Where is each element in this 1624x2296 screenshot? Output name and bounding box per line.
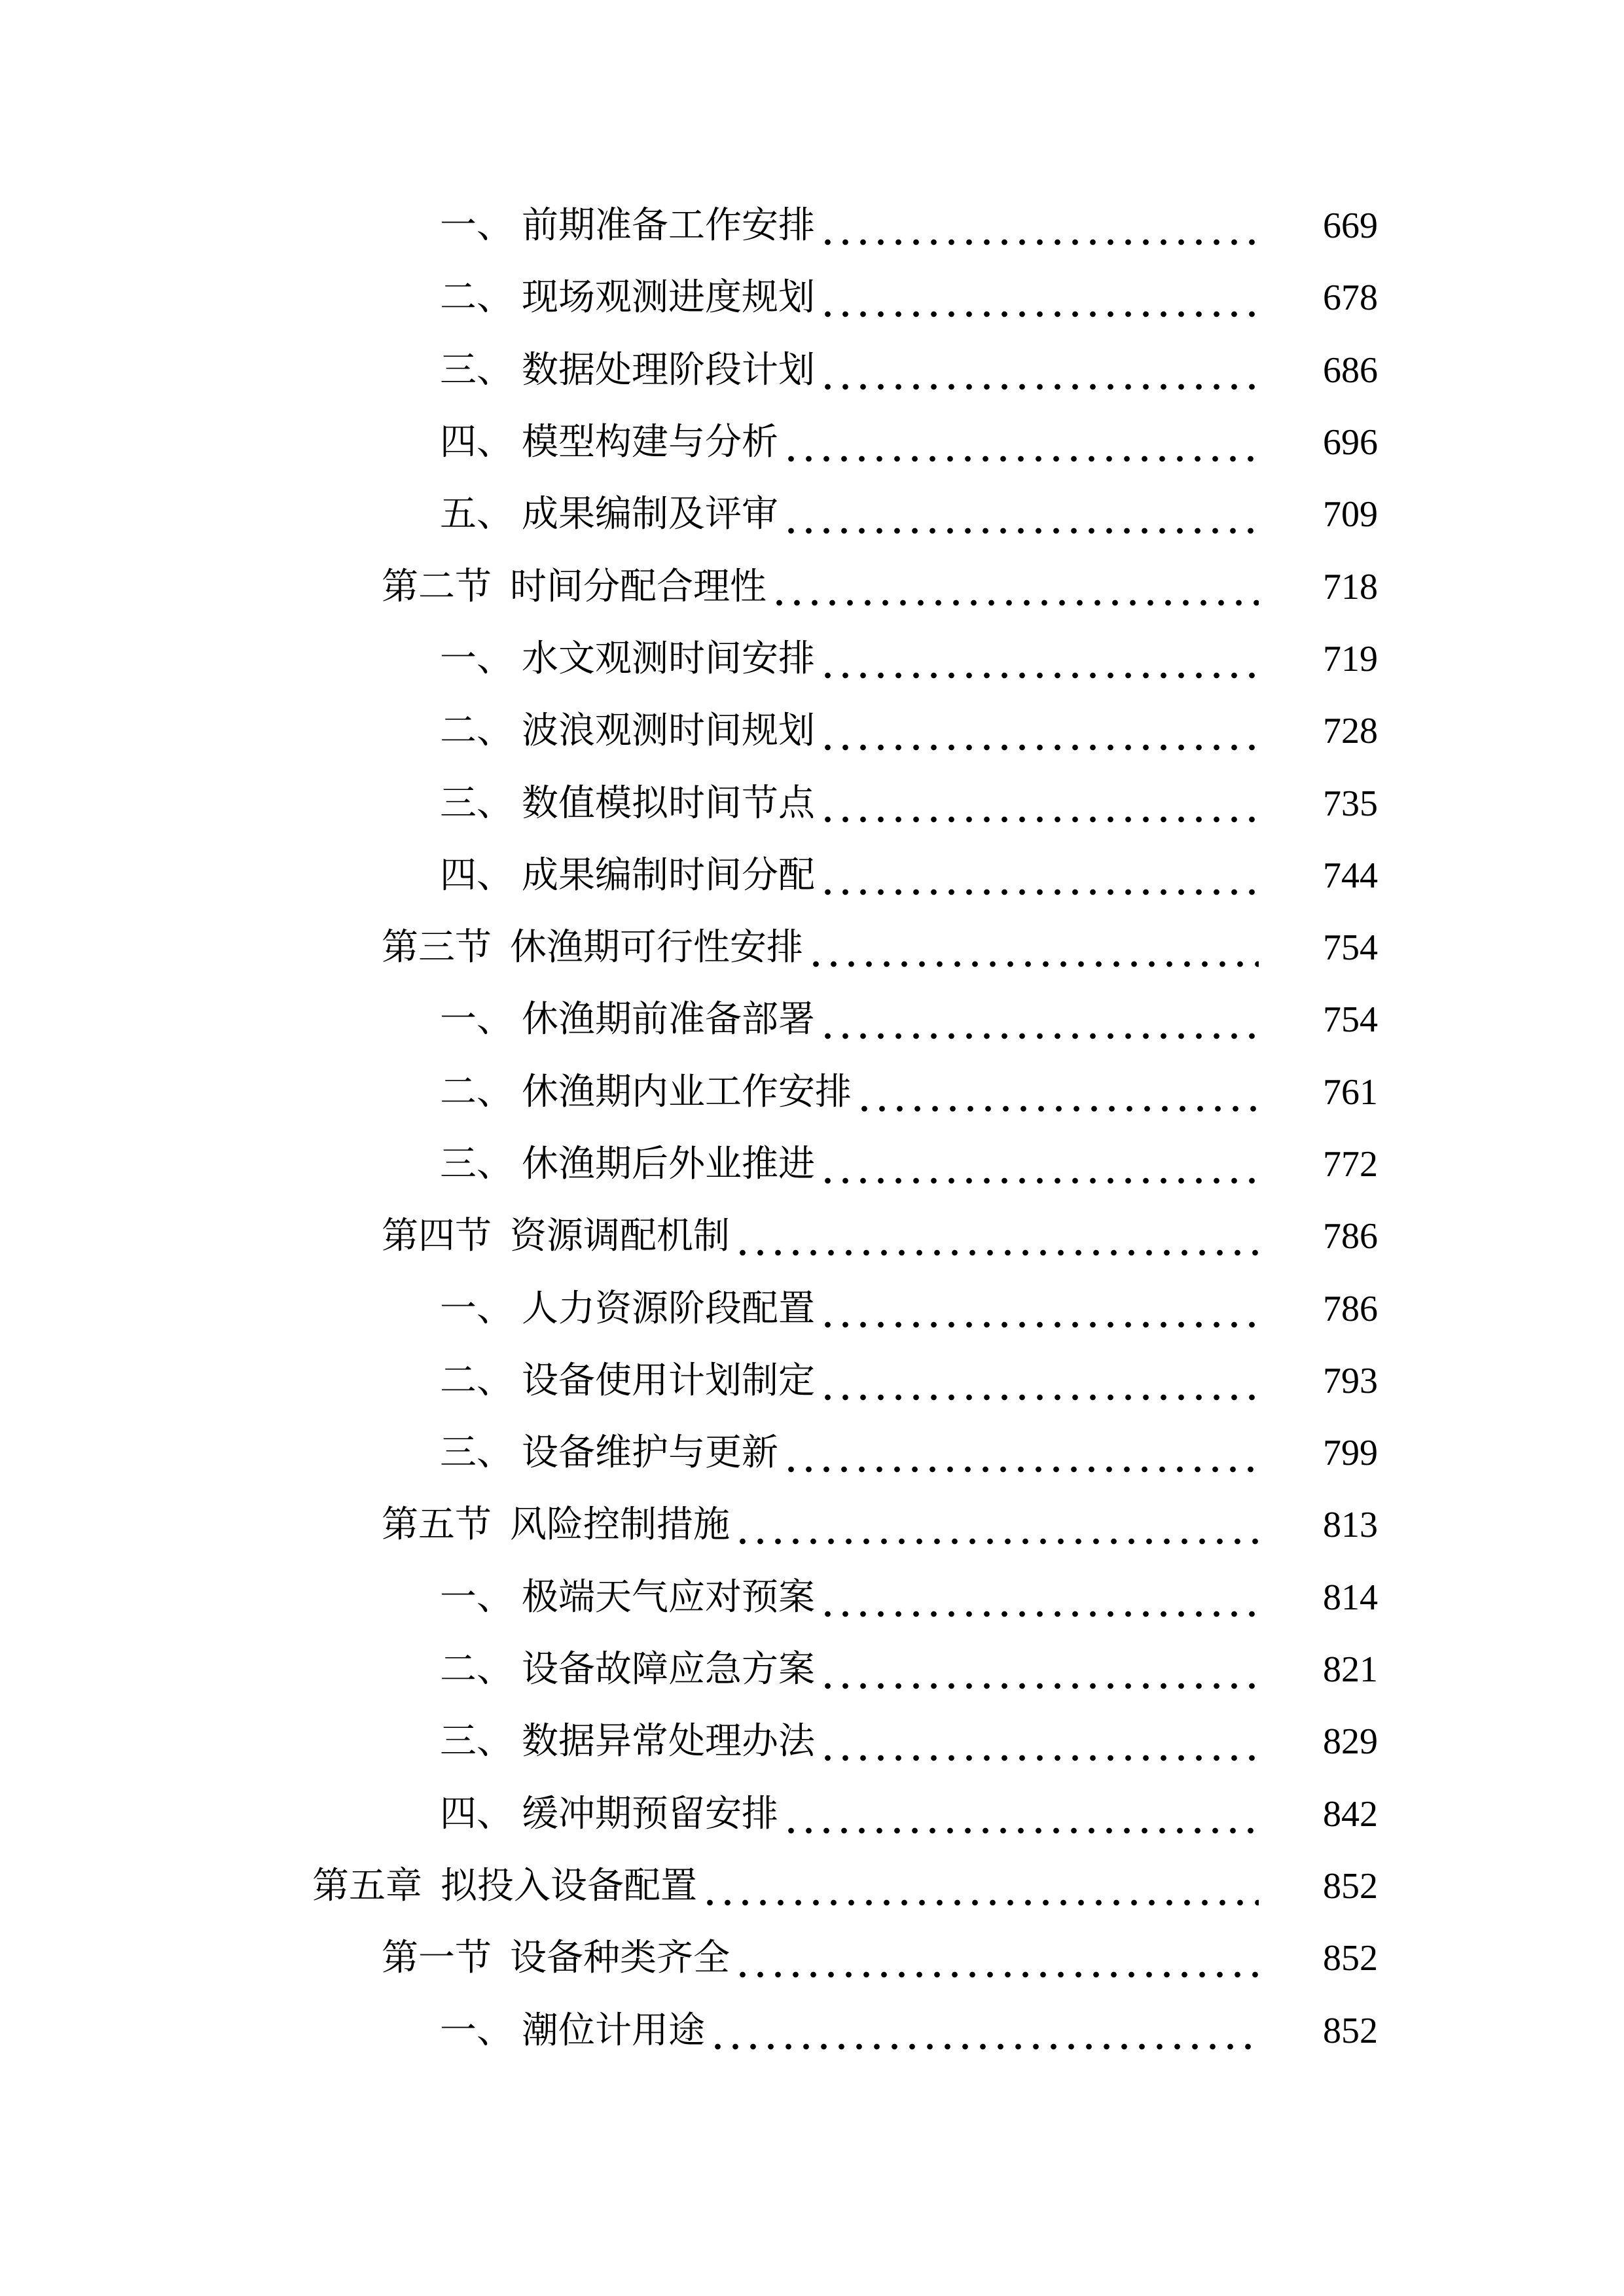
toc-entry[interactable] — [0, 550, 1624, 622]
toc-entry-title: 极端天气应对预案 — [522, 1577, 815, 1618]
toc-entry-page: 719 — [1323, 638, 1378, 679]
dot-leader — [818, 840, 1259, 912]
toc-entry-title: 潮位计用途 — [522, 2010, 705, 2051]
toc-entry[interactable] — [0, 1272, 1624, 1344]
toc-entry-title: 设备种类齐全 — [510, 1938, 730, 1979]
toc-entry-page: 718 — [1323, 566, 1378, 607]
toc-entry-page: 669 — [1323, 206, 1378, 247]
toc-entry-number: 四、 — [440, 855, 513, 896]
toc-entry-page: 744 — [1323, 855, 1378, 896]
dot-leader — [781, 1778, 1259, 1850]
toc-entry-page: 786 — [1323, 1216, 1378, 1257]
toc-list — [0, 190, 1624, 2067]
toc-entry-page: 728 — [1323, 711, 1378, 752]
toc-entry[interactable] — [0, 912, 1624, 984]
toc-entry-number: 四、 — [440, 422, 513, 463]
toc-entry-title: 缓冲期预留安排 — [522, 1793, 778, 1835]
toc-entry[interactable] — [0, 1850, 1624, 1922]
toc-entry[interactable] — [0, 1056, 1624, 1128]
toc-entry-number: 一、 — [440, 999, 513, 1041]
toc-entry-page: 852 — [1323, 2010, 1378, 2051]
toc-entry-number: 二、 — [440, 1649, 513, 1691]
toc-entry-page: 799 — [1323, 1433, 1378, 1474]
toc-entry[interactable] — [0, 1706, 1624, 1778]
toc-entry-number: 四、 — [440, 1793, 513, 1835]
toc-entry-page: 793 — [1323, 1360, 1378, 1401]
dot-leader — [781, 406, 1259, 478]
toc-entry[interactable] — [0, 840, 1624, 912]
toc-entry-title: 成果编制及评审 — [522, 494, 778, 535]
toc-entry-title: 波浪观测时间规划 — [522, 711, 815, 752]
toc-entry[interactable] — [0, 1489, 1624, 1561]
toc-entry-title: 休渔期可行性安排 — [510, 927, 803, 969]
toc-entry-title: 时间分配合理性 — [510, 566, 767, 607]
toc-entry-page: 772 — [1323, 1144, 1378, 1185]
toc-entry[interactable] — [0, 1562, 1624, 1634]
dot-leader — [781, 1417, 1259, 1489]
toc-entry[interactable] — [0, 478, 1624, 550]
toc-entry-title: 设备使用计划制定 — [522, 1360, 815, 1401]
toc-entry-title: 人力资源阶段配置 — [522, 1288, 815, 1329]
toc-entry[interactable] — [0, 1994, 1624, 2066]
toc-entry-number: 第五章 — [312, 1865, 422, 1907]
toc-entry-title: 水文观测时间安排 — [522, 638, 815, 679]
toc-entry[interactable] — [0, 1417, 1624, 1489]
toc-entry-page: 852 — [1323, 1938, 1378, 1979]
toc-entry[interactable] — [0, 1922, 1624, 1994]
toc-entry-page: 754 — [1323, 927, 1378, 969]
toc-entry-title: 拟投入设备配置 — [441, 1865, 697, 1907]
toc-entry[interactable] — [0, 623, 1624, 695]
dot-leader — [818, 1706, 1259, 1778]
dot-leader — [700, 1850, 1259, 1922]
dot-leader — [818, 1634, 1259, 1706]
toc-entry-number: 一、 — [440, 1288, 513, 1329]
toc-entry[interactable] — [0, 334, 1624, 406]
toc-entry-number: 一、 — [440, 206, 513, 247]
dot-leader — [818, 767, 1259, 839]
dot-leader — [708, 1994, 1259, 2066]
toc-entry-page: 821 — [1323, 1649, 1378, 1691]
toc-entry-page: 813 — [1323, 1505, 1378, 1546]
toc-entry[interactable] — [0, 1200, 1624, 1272]
toc-entry-page: 814 — [1323, 1577, 1378, 1618]
toc-entry-number: 三、 — [440, 1721, 513, 1763]
dot-leader — [818, 190, 1259, 262]
toc-entry-number: 一、 — [440, 638, 513, 679]
toc-entry[interactable] — [0, 1778, 1624, 1850]
toc-entry-title: 设备维护与更新 — [522, 1433, 778, 1474]
toc-entry-number: 第一节 — [382, 1938, 492, 1979]
toc-entry-title: 模型构建与分析 — [522, 422, 778, 463]
toc-entry-title: 休渔期后外业推进 — [522, 1144, 815, 1185]
dot-leader — [854, 1056, 1259, 1128]
toc-entry-number: 三、 — [440, 1144, 513, 1185]
toc-entry[interactable] — [0, 1345, 1624, 1417]
toc-entry-title: 数据异常处理办法 — [522, 1721, 815, 1763]
toc-entry-page: 786 — [1323, 1288, 1378, 1329]
toc-entry-number: 三、 — [440, 1433, 513, 1474]
dot-leader — [818, 262, 1259, 334]
toc-entry-page: 754 — [1323, 999, 1378, 1041]
toc-entry-page: 709 — [1323, 494, 1378, 535]
toc-entry-title: 数据处理阶段计划 — [522, 350, 815, 391]
toc-entry-number: 第二节 — [382, 566, 492, 607]
dot-leader — [732, 1200, 1259, 1272]
toc-entry-page: 842 — [1323, 1793, 1378, 1835]
toc-entry-title: 设备故障应急方案 — [522, 1649, 815, 1691]
toc-entry-number: 第五节 — [382, 1505, 492, 1546]
toc-entry[interactable] — [0, 695, 1624, 767]
toc-entry-number: 一、 — [440, 1577, 513, 1618]
toc-entry-title: 资源调配机制 — [510, 1216, 730, 1257]
dot-leader — [732, 1922, 1259, 1994]
toc-entry[interactable] — [0, 190, 1624, 262]
toc-entry-page: 678 — [1323, 278, 1378, 319]
toc-entry-number: 第三节 — [382, 927, 492, 969]
dot-leader — [781, 478, 1259, 550]
toc-entry-number: 二、 — [440, 711, 513, 752]
dot-leader — [818, 623, 1259, 695]
toc-entry-title: 现场观测进度规划 — [522, 278, 815, 319]
dot-leader — [818, 984, 1259, 1056]
dot-leader — [732, 1489, 1259, 1561]
toc-entry-page: 761 — [1323, 1071, 1378, 1113]
toc-entry[interactable] — [0, 406, 1624, 478]
dot-leader — [818, 1128, 1259, 1200]
dot-leader — [806, 912, 1259, 984]
toc-entry-number: 二、 — [440, 1071, 513, 1113]
toc-entry-number: 三、 — [440, 783, 513, 824]
toc-entry-page: 686 — [1323, 350, 1378, 391]
toc-entry-number: 第四节 — [382, 1216, 492, 1257]
dot-leader — [818, 1345, 1259, 1417]
dot-leader — [818, 334, 1259, 406]
toc-entry-number: 五、 — [440, 494, 513, 535]
toc-entry-number: 二、 — [440, 1360, 513, 1401]
dot-leader — [769, 550, 1259, 622]
toc-entry-page: 852 — [1323, 1865, 1378, 1907]
dot-leader — [818, 1272, 1259, 1344]
toc-entry[interactable] — [0, 1634, 1624, 1706]
toc-entry-title: 风险控制措施 — [510, 1505, 730, 1546]
toc-entry-title: 休渔期内业工作安排 — [522, 1071, 852, 1113]
toc-entry-title: 成果编制时间分配 — [522, 855, 815, 896]
dot-leader — [818, 695, 1259, 767]
toc-entry[interactable] — [0, 262, 1624, 334]
toc-entry-number: 二、 — [440, 278, 513, 319]
toc-entry-title: 数值模拟时间节点 — [522, 783, 815, 824]
toc-entry-number: 一、 — [440, 2010, 513, 2051]
toc-entry[interactable] — [0, 984, 1624, 1056]
toc-entry-page: 696 — [1323, 422, 1378, 463]
toc-entry-page: 829 — [1323, 1721, 1378, 1763]
toc-entry[interactable] — [0, 1128, 1624, 1200]
toc-entry[interactable] — [0, 767, 1624, 839]
dot-leader — [818, 1562, 1259, 1634]
toc-entry-title: 前期准备工作安排 — [522, 206, 815, 247]
toc-entry-page: 735 — [1323, 783, 1378, 824]
toc-entry-number: 三、 — [440, 350, 513, 391]
toc-entry-title: 休渔期前准备部署 — [522, 999, 815, 1041]
